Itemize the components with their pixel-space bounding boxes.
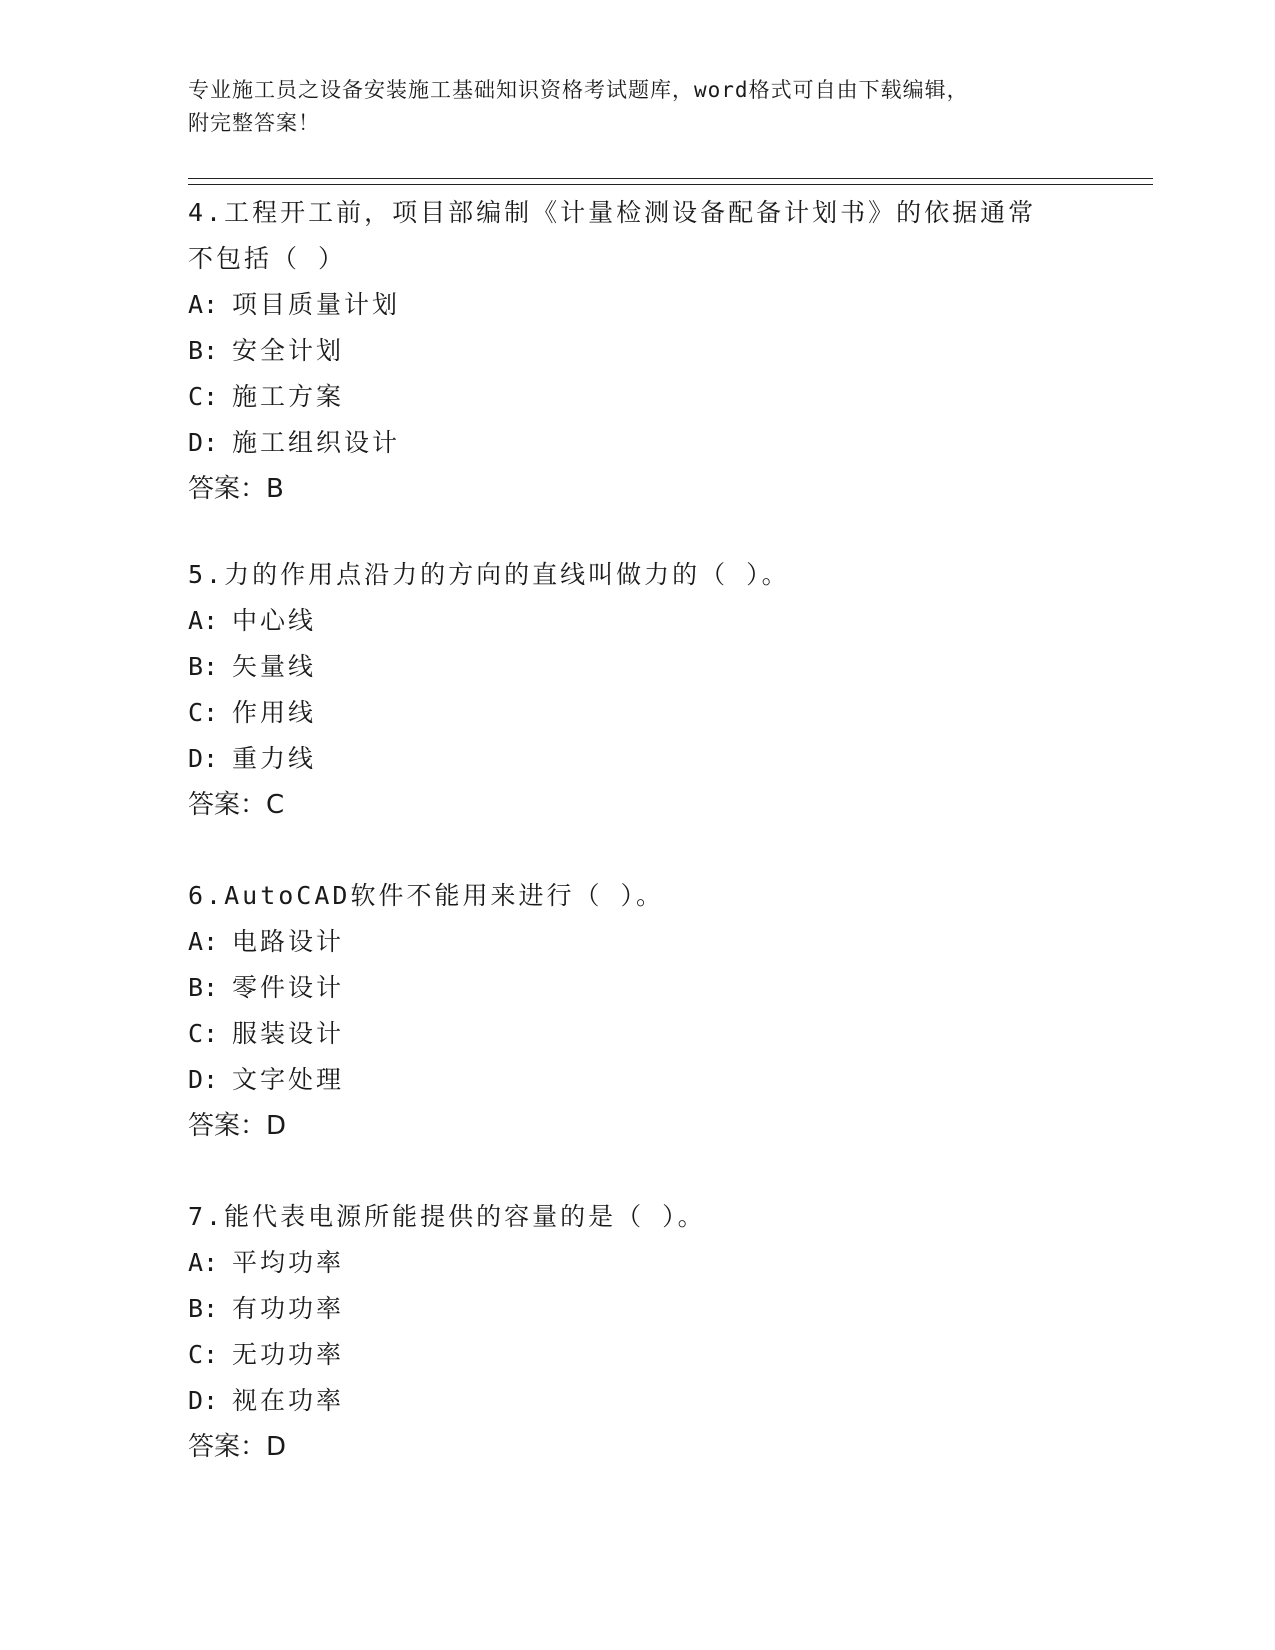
option-b (188, 1286, 1088, 1332)
option-a (188, 598, 1088, 644)
option-text: 重力线 (232, 744, 317, 773)
question-stem: 7.能代表电源所能提供的容量的是（ ）。 (188, 1202, 706, 1231)
option-a (188, 919, 1088, 965)
option-text: 施工组织设计 (232, 428, 401, 457)
option-text: 电路设计 (232, 927, 345, 956)
option-text: 服装设计 (232, 1019, 345, 1048)
option-a (188, 1240, 1088, 1286)
option-text: 矢量线 (232, 652, 317, 681)
option-text: 无功功率 (232, 1340, 345, 1369)
option-c (188, 374, 1088, 420)
option-letter: B: (188, 336, 219, 365)
answer-text: 答案：D (188, 1432, 287, 1462)
option-text: 项目质量计划 (232, 290, 401, 319)
option-text: 平均功率 (232, 1248, 345, 1277)
option-text: 安全计划 (232, 336, 345, 365)
option-letter: A: (188, 606, 219, 635)
option-d (188, 420, 1088, 466)
answer-text: 答案：C (188, 790, 285, 820)
option-c (188, 1332, 1088, 1378)
option-text: 中心线 (232, 606, 317, 635)
question-stem: 5.力的作用点沿力的方向的直线叫做力的（ ）。 (188, 560, 790, 589)
option-c (188, 690, 1088, 736)
option-letter: C: (188, 1340, 219, 1369)
answer-text: 答案：B (188, 474, 284, 504)
option-text: 施工方案 (232, 382, 345, 411)
option-letter: D: (188, 428, 219, 457)
answer-text: 答案：D (188, 1111, 287, 1141)
option-letter: C: (188, 1019, 219, 1048)
option-d (188, 1378, 1088, 1424)
option-b (188, 965, 1088, 1011)
option-text: 作用线 (232, 698, 317, 727)
option-text: 有功功率 (232, 1294, 345, 1323)
option-text: 视在功率 (232, 1386, 345, 1415)
option-d (188, 1057, 1088, 1103)
option-letter: A: (188, 290, 219, 319)
question-6 (188, 873, 1088, 1149)
header-line-2: 附完整答案！ (188, 111, 320, 135)
option-c (188, 1011, 1088, 1057)
option-letter: C: (188, 698, 219, 727)
option-text: 零件设计 (232, 973, 345, 1002)
option-b (188, 328, 1088, 374)
option-letter: B: (188, 652, 219, 681)
question-stem-continued: 不包括（ ） (188, 244, 347, 273)
header-line-1: 专业施工员之设备安装施工基础知识资格考试题库，word格式可自由下载编辑， (188, 78, 969, 102)
option-letter: D: (188, 744, 219, 773)
option-b (188, 644, 1088, 690)
option-text: 文字处理 (232, 1065, 345, 1094)
option-letter: D: (188, 1386, 219, 1415)
question-stem: 4.工程开工前，项目部编制《计量检测设备配备计划书》的依据通常 (188, 198, 1037, 227)
option-letter: B: (188, 1294, 219, 1323)
question-5 (188, 552, 1088, 828)
option-letter: D: (188, 1065, 219, 1094)
header-divider (188, 178, 1153, 185)
question-4 (188, 190, 1088, 512)
option-letter: C: (188, 382, 219, 411)
option-letter: B: (188, 973, 219, 1002)
option-letter: A: (188, 1248, 219, 1277)
question-stem: 6.AutoCAD软件不能用来进行（ ）。 (188, 881, 665, 910)
question-7 (188, 1194, 1088, 1470)
document-header (188, 74, 1068, 140)
option-letter: A: (188, 927, 219, 956)
option-a (188, 282, 1088, 328)
option-d (188, 736, 1088, 782)
